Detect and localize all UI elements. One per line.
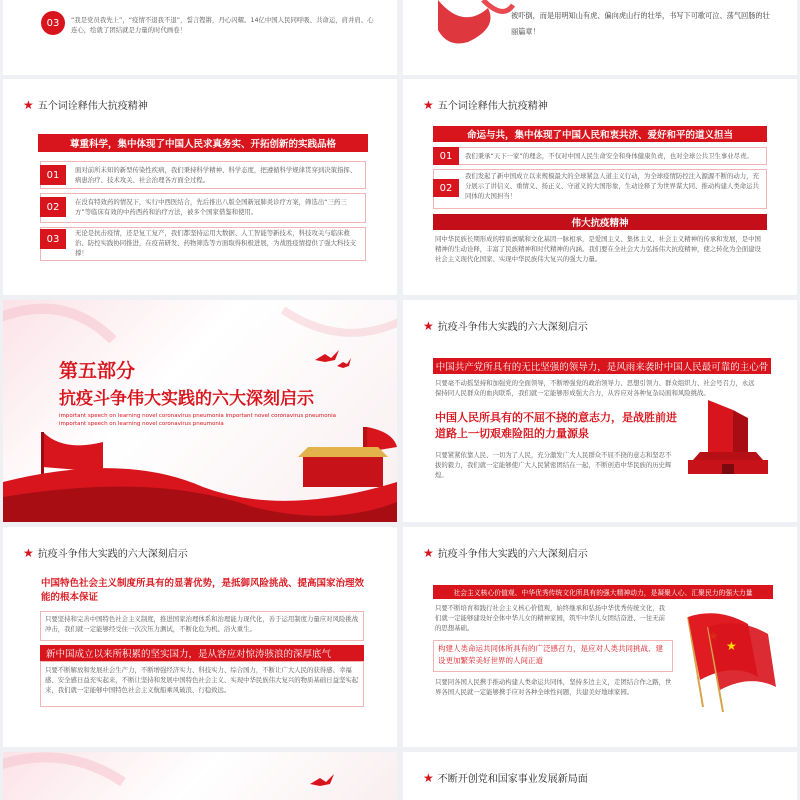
slide-5 (3, 300, 397, 522)
red-heading: 构建人类命运共同体所具有的广泛感召力，是应对人类共同挑战、建设更加繁荣美好世界的人间正道 (438, 644, 663, 665)
item-number-2: 02 (40, 197, 66, 217)
star-icon: ★ (423, 770, 434, 785)
slide-8 (403, 527, 797, 747)
banner: 社会主义核心价值观、中华优秀传统文化所具有的强大精神动力，是凝聚人心、汇聚民力的强大力量 (433, 585, 773, 599)
ribbon-decoration (428, 0, 518, 55)
spirit-text: 同中华民族长期形成的特质禀赋和文化基因一脉相承，是爱国主义、集体主义、社会主义精神的传承和发展，是中国精神的生动诠释，丰富了民族精神和时代精神的内涵。我们要在全社会大力弘扬伟大抗疫精神，使之转化为全面建设社会主义现代化国家、实现中华民族伟大复兴的强大力量。 (435, 235, 761, 263)
banner: 中国共产党所具有的无比坚强的领导力，是风雨来袭时中国人民最可靠的主心骨 (433, 358, 771, 374)
slide-header (423, 545, 588, 560)
slide-1 (3, 0, 397, 75)
subtitle-en: important speech on learning novel coronavirus pneumonia important novel coronavirus pneumonia important speech on learning novel coronavirus pneumonia (59, 413, 336, 427)
number-circle: 03 (41, 11, 65, 35)
body-text: 被吓倒，而是用明知山有虎、偏向虎山行的壮举，书写下可歌可泣、荡气回肠的壮丽篇章！ (511, 11, 770, 36)
item-text-2: 在没有特效药的情况下，实行中西医结合，先后推出八版全国新冠肺炎诊疗方案，筛选出“三药三方”等临床有效的中药西药和治疗方法，被多个国家借鉴和使用。 (75, 198, 347, 216)
slide-header (423, 770, 588, 785)
red-heading: 中国特色社会主义制度所具有的显著优势，是抵御风险挑战、提高国家治理效能的根本保证 (41, 578, 365, 603)
part-label: 第五部分 (59, 360, 136, 382)
header-text: 不断开创党和国家事业发展新局面 (437, 774, 588, 785)
header-text: 五个词诠释伟大抗疫精神 (437, 101, 548, 112)
banner: 新中国成立以来所积累的坚实国力，是从容应对惊涛骇浪的深厚底气 (40, 645, 364, 661)
slide-10 (403, 752, 797, 800)
tiananmen-building-icon (688, 400, 768, 480)
slide-2 (403, 0, 797, 75)
banner-2: 伟大抗疫精神 (433, 214, 767, 230)
svg-text:★: ★ (726, 639, 737, 653)
tiananmen-flag-illustration (3, 412, 397, 522)
header-text: 抗疫斗争伟大实践的六大深刻启示 (37, 549, 188, 560)
doves-icon (308, 770, 348, 794)
body-text-1: 只要毫不动摇坚持和加强党的全面领导，不断增强党的政治领导力、思想引领力、群众组织力、社会号召力，永远保持同人民群众的血肉联系，我们就一定能够形成强大合力，从容应对各种复杂局面和风险挑战。 (435, 379, 755, 397)
item-text-3: 无论是抗击疫情，还是复工复产，我们都坚持运用大数据、人工智能等新技术，科技攻关与临床救治、防控实践协同推进，在疫苗研发、药物筛选等方面取得积极进展，为战胜疫情提供了强大科技支撑！ (75, 229, 357, 257)
body-text-1: 只要坚持和完善中国特色社会主义制度，推进国家治理体系和治理能力现代化，善于运用制度力量应对风险挑战冲击，我们就一定能够经受住一次次压力测试，不断化危为机、浴火重生。 (45, 615, 359, 633)
slide-6 (403, 300, 797, 522)
header-text: 抗疫斗争伟大实践的六大深刻启示 (437, 549, 588, 560)
slide-7 (3, 527, 397, 747)
star-icon: ★ (423, 318, 434, 333)
slide-header (23, 545, 188, 560)
star-icon: ★ (23, 97, 34, 112)
red-heading: 中国人民所具有的不屈不挠的意志力，是战胜前进道路上一切艰难险阻的力量源泉 (435, 411, 677, 440)
star-icon: ★ (423, 97, 434, 112)
item-number-3: 03 (40, 229, 66, 249)
slide-header (23, 97, 148, 112)
item-number-2: 02 (433, 179, 459, 197)
header-text: 抗疫斗争伟大实践的六大深刻启示 (437, 322, 588, 333)
item-text-2: 我们发起了新中国成立以来规模最大的全球紧急人道主义行动，为全球疫情防控注入源源不断的动力，充分展示了讲信义、重情义、扬正义、守道义的大国形象，生动诠释了为世界谋大同、推动构建人类命运共同体的大国担当！ (465, 172, 759, 200)
item-text-1: 面对前所未知的新型传染性疾病，我们秉持科学精神、科学态度，把遵循科学规律贯穿到决策指挥、病患治疗、技术攻关、社会治理各方面全过程。 (75, 166, 357, 184)
banner: 命运与共，集中体现了中国人民和衷共济、爱好和平的道义担当 (433, 126, 767, 142)
body-text-2: 只要紧紧依靠人民、一切为了人民，充分激发广大人民群众不屈不挠的意志和坚忍不拔的毅力，我们就一定能够使广大人民紧密团结在一起，不断创造中华民族的历史辉煌。 (435, 451, 672, 479)
slide-title: 抗疫斗争伟大实践的六大深刻启示 (59, 389, 314, 409)
body-text-2: 只要不断解放和发展社会生产力，不断增强经济实力、科技实力、综合国力，不断让广大人民的获得感、幸福感、安全感日益充实起来，不断让坚持和发展中国特色社会主义、实现中华民族伟大复兴的物质基础日益坚实起来，我们就一定能够中国特色社会主义航船乘风破浪、行稳致远。 (45, 666, 359, 694)
body-text-2: 只要同各国人民携手推动构建人类命运共同体，坚持多边主义，走团结合作之路，世界各国人民就一定能够携手应对各种全球性问题，共建美好地球家园。 (435, 678, 672, 696)
item-number-1: 01 (433, 147, 459, 165)
doves-icon (313, 346, 353, 370)
banner: 尊重科学，集中体现了中国人民求真务实、开拓创新的实践品格 (38, 134, 368, 152)
item-number-1: 01 (40, 165, 66, 185)
slide-9 (3, 752, 397, 800)
star-icon: ★ (423, 545, 434, 560)
china-flags-icon (678, 602, 778, 712)
slide-3 (3, 79, 397, 295)
star-icon: ★ (23, 545, 34, 560)
item-text-1: 我们秉承“天下一家”的理念，不仅对中国人民生命安全和身体健康负责，也对全球公共卫生事业尽责。 (465, 152, 753, 160)
body-text-1: 只要不断培育和践行社会主义核心价值观，始终继承和弘扬中华优秀传统文化，我们就一定能够建设好全体中华儿女的精神家园，筑牢中华儿女团结奋进、一往无前的思想基础。 (435, 604, 666, 632)
header-text: 五个词诠释伟大抗疫精神 (37, 101, 148, 112)
slide-header (423, 318, 588, 333)
body-text: “我是党员我先上”，“疫情不退我不退”，誓言铿锵，丹心闪耀。14亿中国人民同呼吸、共命运，肩并肩、心连心，绘就了团结就是力量的时代画卷！ (71, 16, 374, 34)
slide-header (423, 97, 548, 112)
slide-4 (403, 79, 797, 295)
